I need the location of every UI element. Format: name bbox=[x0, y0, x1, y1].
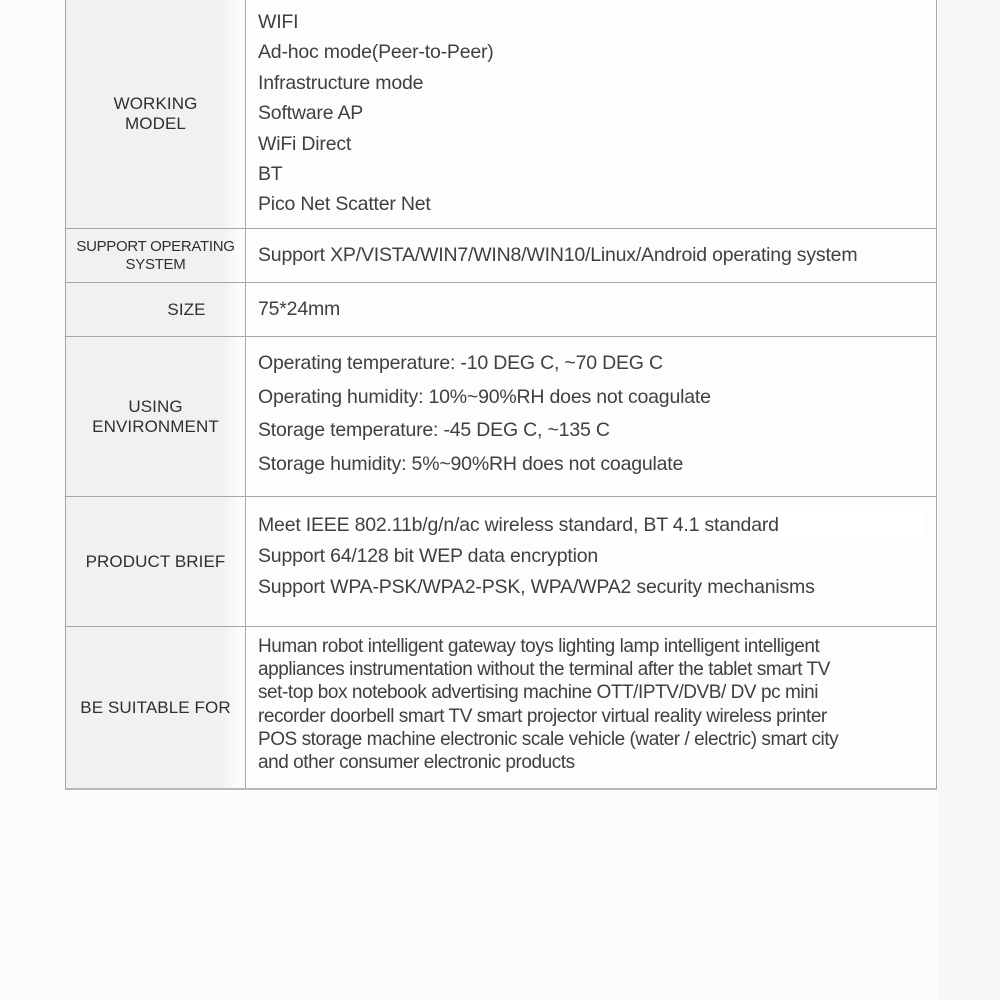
label-line: SIZE bbox=[167, 299, 206, 319]
spec-line: 75*24mm bbox=[258, 298, 341, 320]
row-label-support-operating-system bbox=[66, 229, 246, 282]
label-line: WORKING bbox=[113, 94, 198, 113]
spec-row-size bbox=[66, 283, 936, 337]
page-right-margin bbox=[938, 0, 1000, 1000]
row-label-size bbox=[66, 283, 246, 336]
spec-line: and other consumer electronic products bbox=[258, 752, 575, 774]
spec-line: Human robot intelligent gateway toys lighting lamp intelligent intelligent bbox=[258, 636, 820, 657]
spec-table bbox=[65, 0, 937, 790]
spec-line: Support XP/VISTA/WIN7/WIN8/WIN10/Linux/Android operating system bbox=[258, 244, 858, 266]
spec-line: Support 64/128 bit WEP data encryption bbox=[258, 545, 599, 567]
spec-line: Storage temperature: -45 DEG C, ~135 C bbox=[258, 419, 610, 442]
row-label-working-model bbox=[66, 0, 246, 228]
spec-row-working-model bbox=[66, 0, 936, 229]
label-line: SUPPORT OPERATING bbox=[76, 237, 235, 255]
spec-row-product-brief bbox=[66, 497, 936, 627]
row-label-using-environment bbox=[66, 337, 246, 496]
spec-line: Meet IEEE 802.11b/g/n/ac wireless standard, BT 4.1 standard bbox=[258, 510, 924, 541]
row-content-product-brief bbox=[246, 497, 936, 626]
spec-line: BT bbox=[258, 163, 283, 186]
spec-line: Support WPA-PSK/WPA2-PSK, WPA/WPA2 security mechanisms bbox=[258, 576, 815, 598]
spec-line: set-top box notebook advertising machine OTT/IPTV/DVB/ DV pc mini bbox=[258, 682, 819, 704]
spec-row-be-suitable-for bbox=[66, 627, 936, 788]
row-label-be-suitable-for bbox=[66, 627, 246, 788]
row-content-support-operating-system bbox=[246, 229, 936, 282]
label-line: BE SUITABLE FOR bbox=[80, 697, 231, 717]
spec-line: recorder doorbell smart TV smart projector virtual reality wireless printer bbox=[258, 705, 827, 727]
spec-line: WiFi Direct bbox=[258, 132, 352, 155]
spec-line: WIFI bbox=[258, 11, 299, 33]
spec-line: Operating humidity: 10%~90%RH does not coagulate bbox=[258, 385, 711, 408]
row-content-using-environment bbox=[246, 337, 936, 496]
row-content-working-model bbox=[246, 0, 936, 228]
label-line: USING bbox=[128, 396, 183, 416]
spec-line: appliances instrumentation without the terminal after the tablet smart TV bbox=[258, 659, 830, 681]
spec-line: Ad-hoc mode(Peer-to-Peer) bbox=[258, 41, 494, 64]
label-line: MODEL bbox=[125, 114, 186, 133]
spec-row-support-operating-system bbox=[66, 229, 936, 283]
spec-line: Pico Net Scatter Net bbox=[258, 193, 431, 216]
spec-row-using-environment bbox=[66, 337, 936, 497]
row-content-be-suitable-for bbox=[246, 627, 936, 788]
row-content-size bbox=[246, 283, 936, 336]
label-line: SYSTEM bbox=[125, 255, 186, 273]
spec-line: Storage humidity: 5%~90%RH does not coagulate bbox=[258, 452, 684, 475]
spec-line: Infrastructure mode bbox=[258, 71, 424, 94]
row-label-product-brief bbox=[66, 497, 246, 626]
spec-line: Operating temperature: -10 DEG C, ~70 DEG C bbox=[258, 352, 663, 374]
spec-line: POS storage machine electronic scale vehicle (water / electric) smart city bbox=[258, 728, 839, 750]
label-line: PRODUCT BRIEF bbox=[85, 551, 226, 571]
spec-line: Software AP bbox=[258, 102, 364, 125]
label-line: ENVIRONMENT bbox=[92, 416, 219, 436]
